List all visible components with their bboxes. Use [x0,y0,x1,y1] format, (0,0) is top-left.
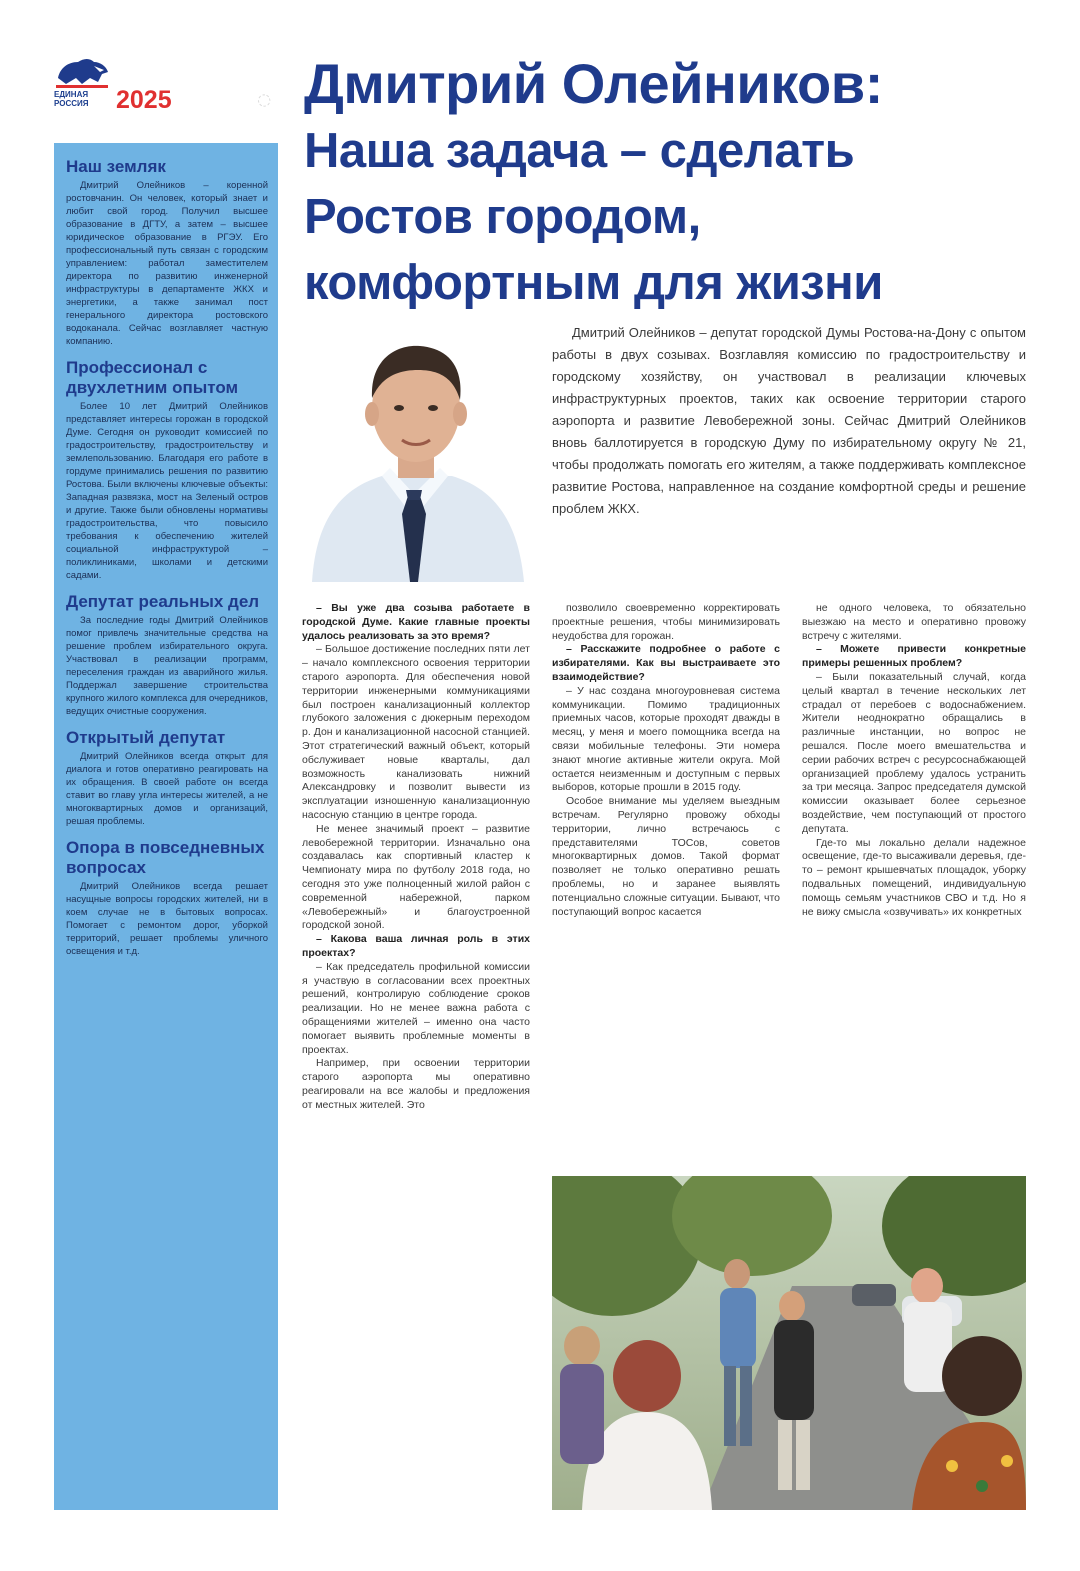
interview-answer: позволило своевременно корректировать проектные решения, чтобы минимизировать неудобства для горожан. [552,602,780,642]
bear-logo-icon [54,56,110,90]
interview-answer: – Как председатель профильной комиссии я участвую в согласовании всех проектных решений, контролирую соблюдение сроков реализации. Но не менее важна работа с обращениями жителей – именно она часто помогает выявить проблемные моменты в проектах. [302,960,530,1056]
interview-answer: – Большое достижение последних пяти лет – начало комплексного освоения территории старого аэропорта. Для обеспечения новой территории инженерными коммуникациями был построен канализационный коллектор глубокого заложения с дюкерным переходом р. Дон и канализационной насосной станцией. Этот стратегический важный объект, который обслуживает новые кварталы, дал возможность канализовать нижний Александровку и позволит вывести из эксплуатации изношенную канализационную насосную станцию в центре города. [302,643,530,821]
interview-answer: не одного человека, то обязательно выезжаю на место и оперативно провожу встречу с жителями. [802,602,1026,642]
sidebar-heading: Наш земляк [66,157,166,176]
sidebar-heading: Открытый депутат [66,728,226,747]
street-meeting-illustration [552,1176,1026,1510]
sidebar-heading: Депутат реальных дел [66,592,260,611]
article-column-2 [552,602,780,1162]
interview-question: – Расскажите подробнее о работе с избирателями. Как вы выстраиваете это взаимодействие? [552,643,780,683]
portrait-illustration [302,318,530,582]
interview-question: – Какова ваша личная роль в этих проектах? [302,933,530,959]
sidebar-text: За последние годы Дмитрий Олейников помог привлечь значительные средства на решение проблем избирательного округа. Участвовал в реализации программ, переселения граждан из аварийного жилья. Поддержал завершение строительства крупного жилого комплекса для очередников, ведущих очистные сооружения. [66,615,268,717]
party-name: ЕДИНАЯ РОССИЯ [54,90,89,108]
issue-year: 2025 [116,86,172,114]
interview-answer: Например, при освоении территории старого аэропорта мы оперативно реагировали на все жалобы и предложения от местных жителей. Это [302,1057,530,1111]
interview-question: – Можете привести конкретные примеры решенных проблем? [802,643,1026,670]
sidebar-text: Более 10 лет Дмитрий Олейников представляет интересы горожан в городской Думе. Сегодня он руководит комиссией по градостроительству, градостроительству и землепользованию. Благодаря его работе в гордуме принимались решения по развитию Ростова. Были включены ключевые объекты: Западная развязка, мост на Зеленый остров и другие. Также были обновлены нормативы градостроительства, что повысило требования к обеспечению жителей социальной инфраструктурой – поликлиниками, школами и детскими садами. [66,401,268,581]
interview-answer: – У нас создана многоуровневая система коммуникации. Помимо традиционных приемных часов, которые проходят дважды в месяц, у меня и моего помощника всегда на связи мобильные телефоны. Эти номера знают многие активные жители округа. Мой остается неизменным и доступным с первых выборов, которые прошли в 2015 году. [552,684,780,794]
interview-answer: – Были показательный случай, когда целый квартал в течение нескольких лет страдал от перебоев с водоснабжением. Жители неоднократно обращались в различные инстанции, но вопрос не решался. После моего вмешательства и серии рабочих встреч с ресурсоснабжающей организацией проблему удалось устранить за три месяца. Запрос председателя думской комиссии оказывает более серьезное воздействие, чем поступающий от простого депутата. [802,670,1026,835]
interview-answer: Особое внимание мы уделяем выездным встречам. Регулярно провожу обходы территории, лично встречаюсь с представителями ТОСов, советов многоквартирных домов. Такой формат позволяет не только оперативно решать проблемы, но и заранее выявлять потенциально сложные ситуации. Бывают, что поступающий вопрос касается [552,795,780,918]
interview-answer: Где-то мы локально делали надежное освещение, где-то высаживали деревья, где-то – ремонт крышевчатых площадок, уборку подвальных помещений, индивидуальную помощь семьям участников СВО и т.д. Но я не вижу смысла «озвучивать» их конкретных [802,836,1026,918]
sidebar [54,143,278,1510]
sidebar-text: Дмитрий Олейников – коренной ростовчанин. Он человек, который знает и любит свой город. Получил высшее образование в ДГТУ, а затем – высшее юридическое образование в РГЭУ. Его профессиональный путь связан с городским управлением: работал заместителем директора по развитию инженерной инфраструктуры в департаменте ЖКХ и энергетики, а также занимал пост генерального директора ростовского водоканала. Сейчас возглавляет частную компанию. [66,180,268,347]
sidebar-text: Дмитрий Олейников всегда решает насущные вопросы городских жителей, ни в коем случае не в бытовых вопросах. Помогает с ремонтом дорог, уборкой территорий, решает проблемы уличного освещения и т.д. [66,881,268,957]
article-column-3 [802,602,1026,1162]
headline [304,50,1044,316]
sidebar-heading: Опора в повседневных вопросах [66,838,265,877]
interview-answer: Не менее значимый проект – развитие левобережной территории. Изначально она создавалась как спортивный кластер к Чемпионату мира по футболу 2018 года, но сегодня это уже полноценный жилой район с современной набережной, парком «Левобережный» и благоустроенной городской зоной. [302,822,530,932]
portrait-photo [302,318,530,582]
lead-paragraph: Дмитрий Олейников – депутат городской Думы Ростова-на-Дону с опытом работы в двух созывах. Возглавляя комиссию по градостроительству и городскому хозяйству, он участвовал в реализации ключевых инфраструктурных проектов, таких как освоение территории старого аэропорта и развитие Левобережной зоны. Сейчас Дмитрий Олейников вновь баллотируется в городскую Думу по избирательному округу № 21, чтобы продолжать помогать его жителям, а также поддерживать комплексное развитие Ростова, направленное на создание комфортной среды и решение проблем ЖКХ. [552,325,1026,516]
sidebar-heading: Профессионал с двухлетним опытом [66,358,239,397]
sidebar-text: Дмитрий Олейников всегда открыт для диалога и готов оперативно реагировать на их обращения. В своей работе он всегда ставит во главу угла интересы жителей, а не многоквартирных домов и организаций, решая проблемы. [66,751,268,827]
headline-line-3: Ростов городом, [304,190,701,244]
watermark: ◌ [253,87,277,112]
headline-line-4: комфортным для жизни [304,256,883,310]
headline-line-1: Дмитрий Олейников: [304,52,883,115]
article-column-1 [302,602,530,1512]
party-logo [54,56,194,116]
street-meeting-photo [552,1176,1026,1510]
interview-question: – Вы уже два созыва работаете в городской Думе. Какие главные проекты удалось реализовать за это время? [302,602,530,642]
headline-line-2: Наша задача – сделать [304,124,855,178]
